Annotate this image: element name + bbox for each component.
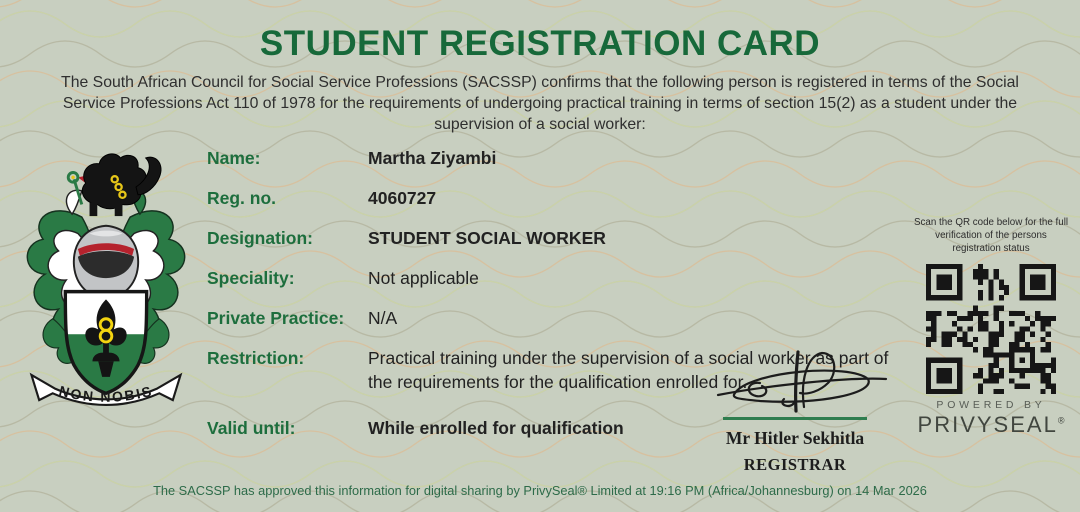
registrar-name: Mr Hitler Sekhitla xyxy=(725,427,865,448)
field-label: Restriction: xyxy=(207,348,305,368)
powered-by-label: POWERED BY xyxy=(936,399,1046,411)
privyseal-wordmark: PRIVYSEAL xyxy=(917,412,1058,437)
field-label: Name: xyxy=(207,148,261,168)
crest-lion xyxy=(68,154,161,216)
privyseal-brand xyxy=(903,412,1079,438)
registrar-title: REGISTRAR xyxy=(743,454,847,474)
qr-panel xyxy=(903,216,1079,438)
field-value: N/A xyxy=(368,308,398,328)
field-label: Designation: xyxy=(207,228,313,248)
field-label: Reg. no. xyxy=(207,188,277,208)
field-row-designation xyxy=(207,226,922,250)
sacssp-coat-of-arms-logo xyxy=(14,142,198,418)
signature-block xyxy=(697,347,893,475)
qr-caption: Scan the QR code below for the full verification of the persons registration status xyxy=(913,217,1069,254)
field-label: Speciality: xyxy=(207,268,295,288)
field-value: Practical training under the supervision of a social worker as part of the requirements for the qualification enrolled for. xyxy=(368,348,889,392)
crest-helmet xyxy=(74,226,138,300)
crest-motto-text: NON NOBIS xyxy=(57,382,155,405)
crest-shield xyxy=(62,290,149,394)
field-value: 4060727 xyxy=(368,188,437,208)
field-row-name xyxy=(207,146,922,170)
qr-code xyxy=(926,264,1056,394)
field-row-speciality xyxy=(207,266,922,290)
page-title: STUDENT REGISTRATION CARD xyxy=(259,24,821,63)
field-row-reg-no xyxy=(207,186,922,210)
field-label: Private Practice: xyxy=(207,308,345,328)
approval-footer: The SACSSP has approved this information for digital sharing by PrivySeal® Limited at 19:16 PM (Africa/Johannesburg) on 14 Mar 2026 xyxy=(153,483,927,498)
registered-trademark-mark: ® xyxy=(1057,415,1065,426)
intro-text: The South African Council for Social Service Professions (SACSSP) confirms that the following person is registered in terms of the Social Service Professions Act 110 of 1978 for the requirements of undergoing practical training in terms of section 15(2) as a student under the supervision of a social worker: xyxy=(61,74,1019,133)
field-label: Valid until: xyxy=(207,418,296,438)
field-value: STUDENT SOCIAL WORKER xyxy=(368,228,606,248)
field-value: Not applicable xyxy=(368,268,479,288)
field-value: While enrolled for qualification xyxy=(368,418,624,438)
signature-line xyxy=(723,417,867,420)
registrar-signature-icon xyxy=(700,347,890,415)
field-row-private-practice xyxy=(207,306,922,330)
field-value: Martha Ziyambi xyxy=(368,148,497,168)
